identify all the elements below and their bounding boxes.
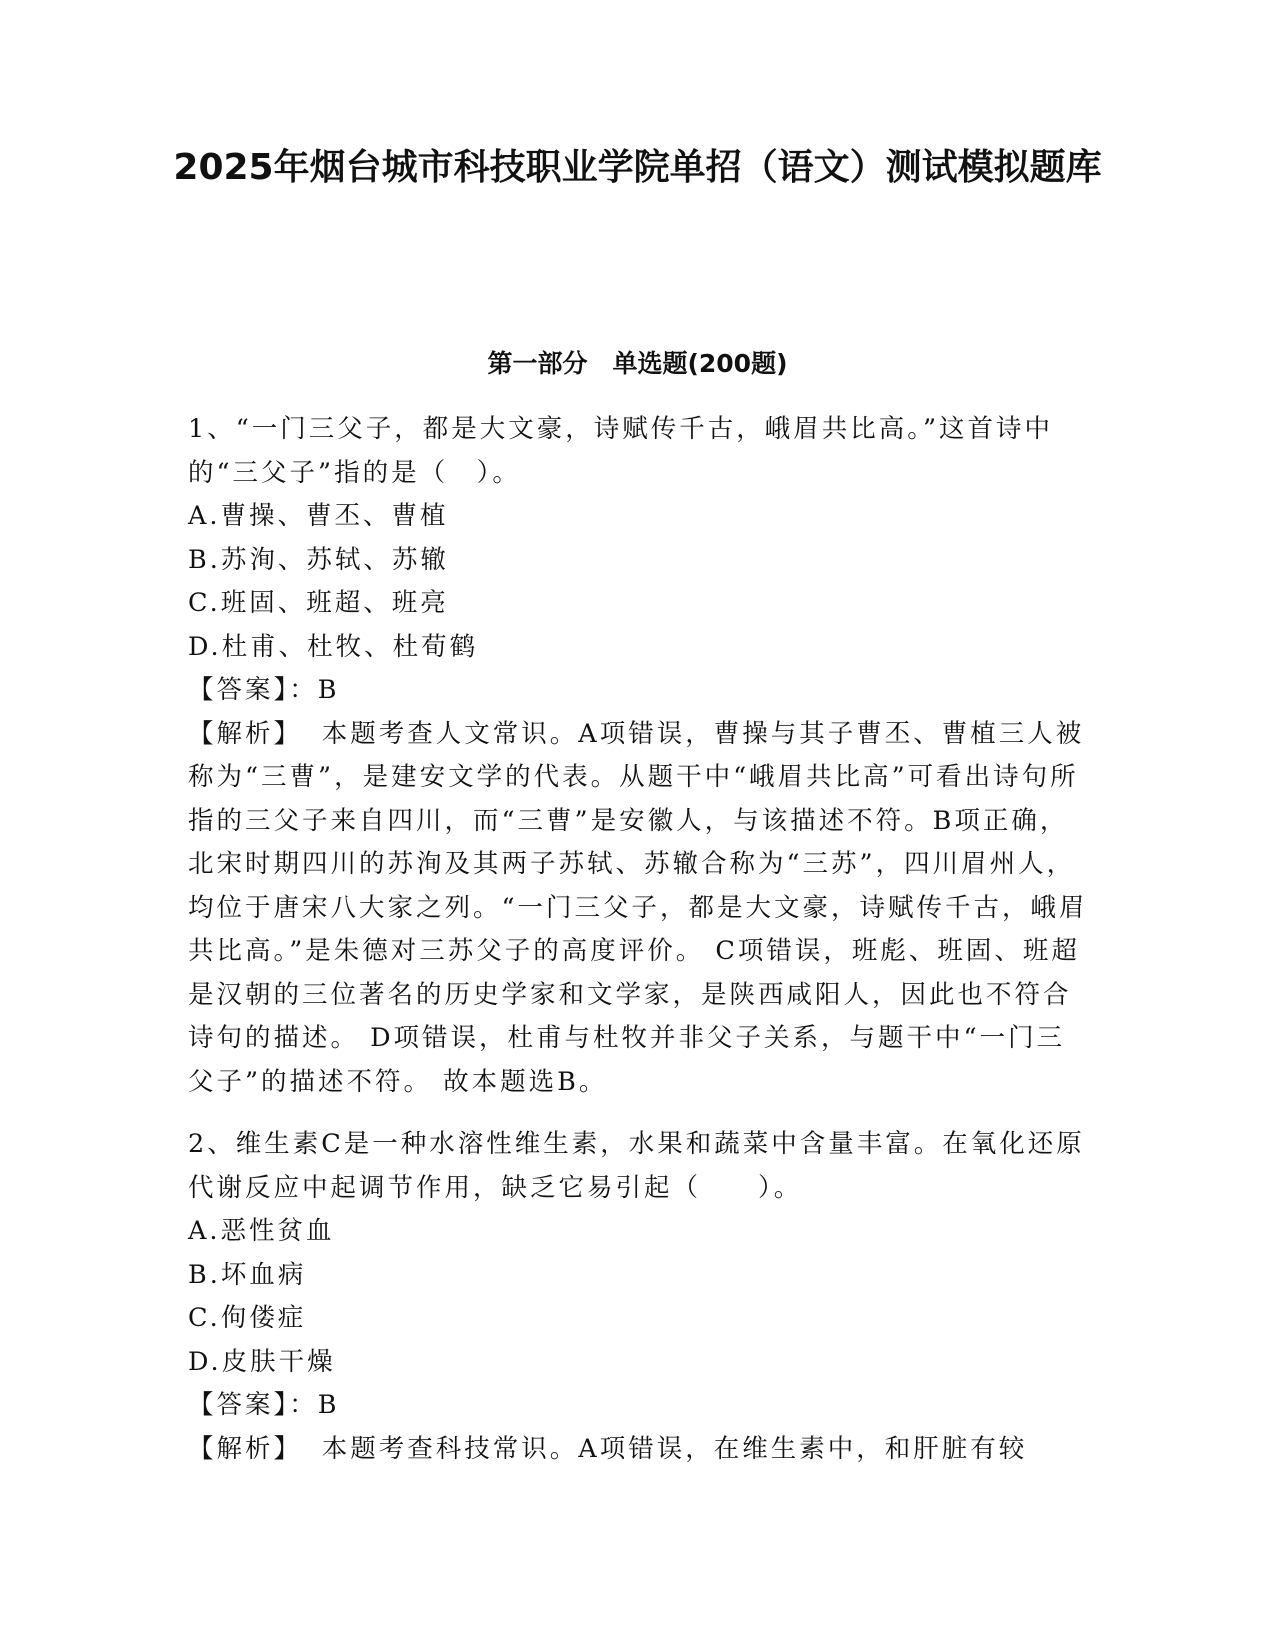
document-title: 2025年烟台城市科技职业学院单招（语文）测试模拟题库: [173, 147, 1102, 188]
analysis-row: [188, 713, 1088, 1105]
analysis-text: 本题考查人文常识。A项错误，曹操与其子曹丕、曹植三人被称为“三曹”，是建安文学的代表。从题干中“峨眉共比高”可看出诗句所指的三父子来自四川，而“三曹”是安徽人，与该描述不符。B项正确，北宋时期四川的苏洵及其两子苏轼、苏辙合称为“三苏”，四川眉州人，均位于唐宋八大家之列。“一门三父子，都是大文豪，诗赋传千古，峨眉共比高。”是朱德对三苏父子的高度评价。 C项错误，班彪、班固、班超是汉朝的三位著名的历史学家和文学家，是陕西咸阳人，因此也不符合诗句的描述。 D项错误，杜甫与杜牧并非父子关系，与题干中“一门三父子”的描述不符。 故本题选B。: [188, 718, 1088, 1097]
answer-label: 【答案】：: [188, 675, 318, 705]
section-title: 第一部分 单选题(200题): [487, 349, 788, 378]
option-d: D.杜甫、杜牧、杜荀鹤: [188, 631, 479, 662]
answer-value: B: [317, 675, 340, 705]
option-d: D.皮肤干燥: [188, 1346, 336, 1377]
question-stem: 2、维生素C是一种水溶性维生素，水果和蔬菜中含量丰富。在氧化还原代谢反应中起调节作用，缺乏它易引起（ ）。: [188, 1129, 1085, 1203]
question-1: [188, 408, 1088, 1104]
option-b: B.苏洵、苏轼、苏辙: [188, 544, 449, 575]
answer-label: 【答案】：: [188, 1390, 318, 1420]
answer-row: [188, 669, 1088, 713]
answer-row: [188, 1384, 1088, 1428]
analysis-text: 本题考查科技常识。A项错误，在维生素中，和肝脏有较: [321, 1433, 1028, 1464]
option-a: A.恶性贫血: [188, 1216, 335, 1246]
question-stem: 1、“一门三父子，都是大文豪，诗赋传千古，峨眉共比高。”这首诗中的“三父子”指的是（ ）。: [188, 414, 1054, 488]
analysis-label: 【解析】: [188, 1433, 290, 1464]
option-c: C.佝偻症: [188, 1303, 307, 1333]
analysis-row: [188, 1428, 1088, 1472]
question-spacer: [188, 1104, 1088, 1123]
analysis-label: 【解析】: [188, 718, 290, 749]
answer-value: B: [317, 1390, 340, 1420]
option-c: C.班固、班超、班亮: [188, 588, 449, 618]
question-list: [188, 408, 1088, 1471]
option-b: B.坏血病: [188, 1259, 307, 1290]
option-a: A.曹操、曹丕、曹植: [188, 501, 449, 531]
question-2: [188, 1123, 1088, 1471]
